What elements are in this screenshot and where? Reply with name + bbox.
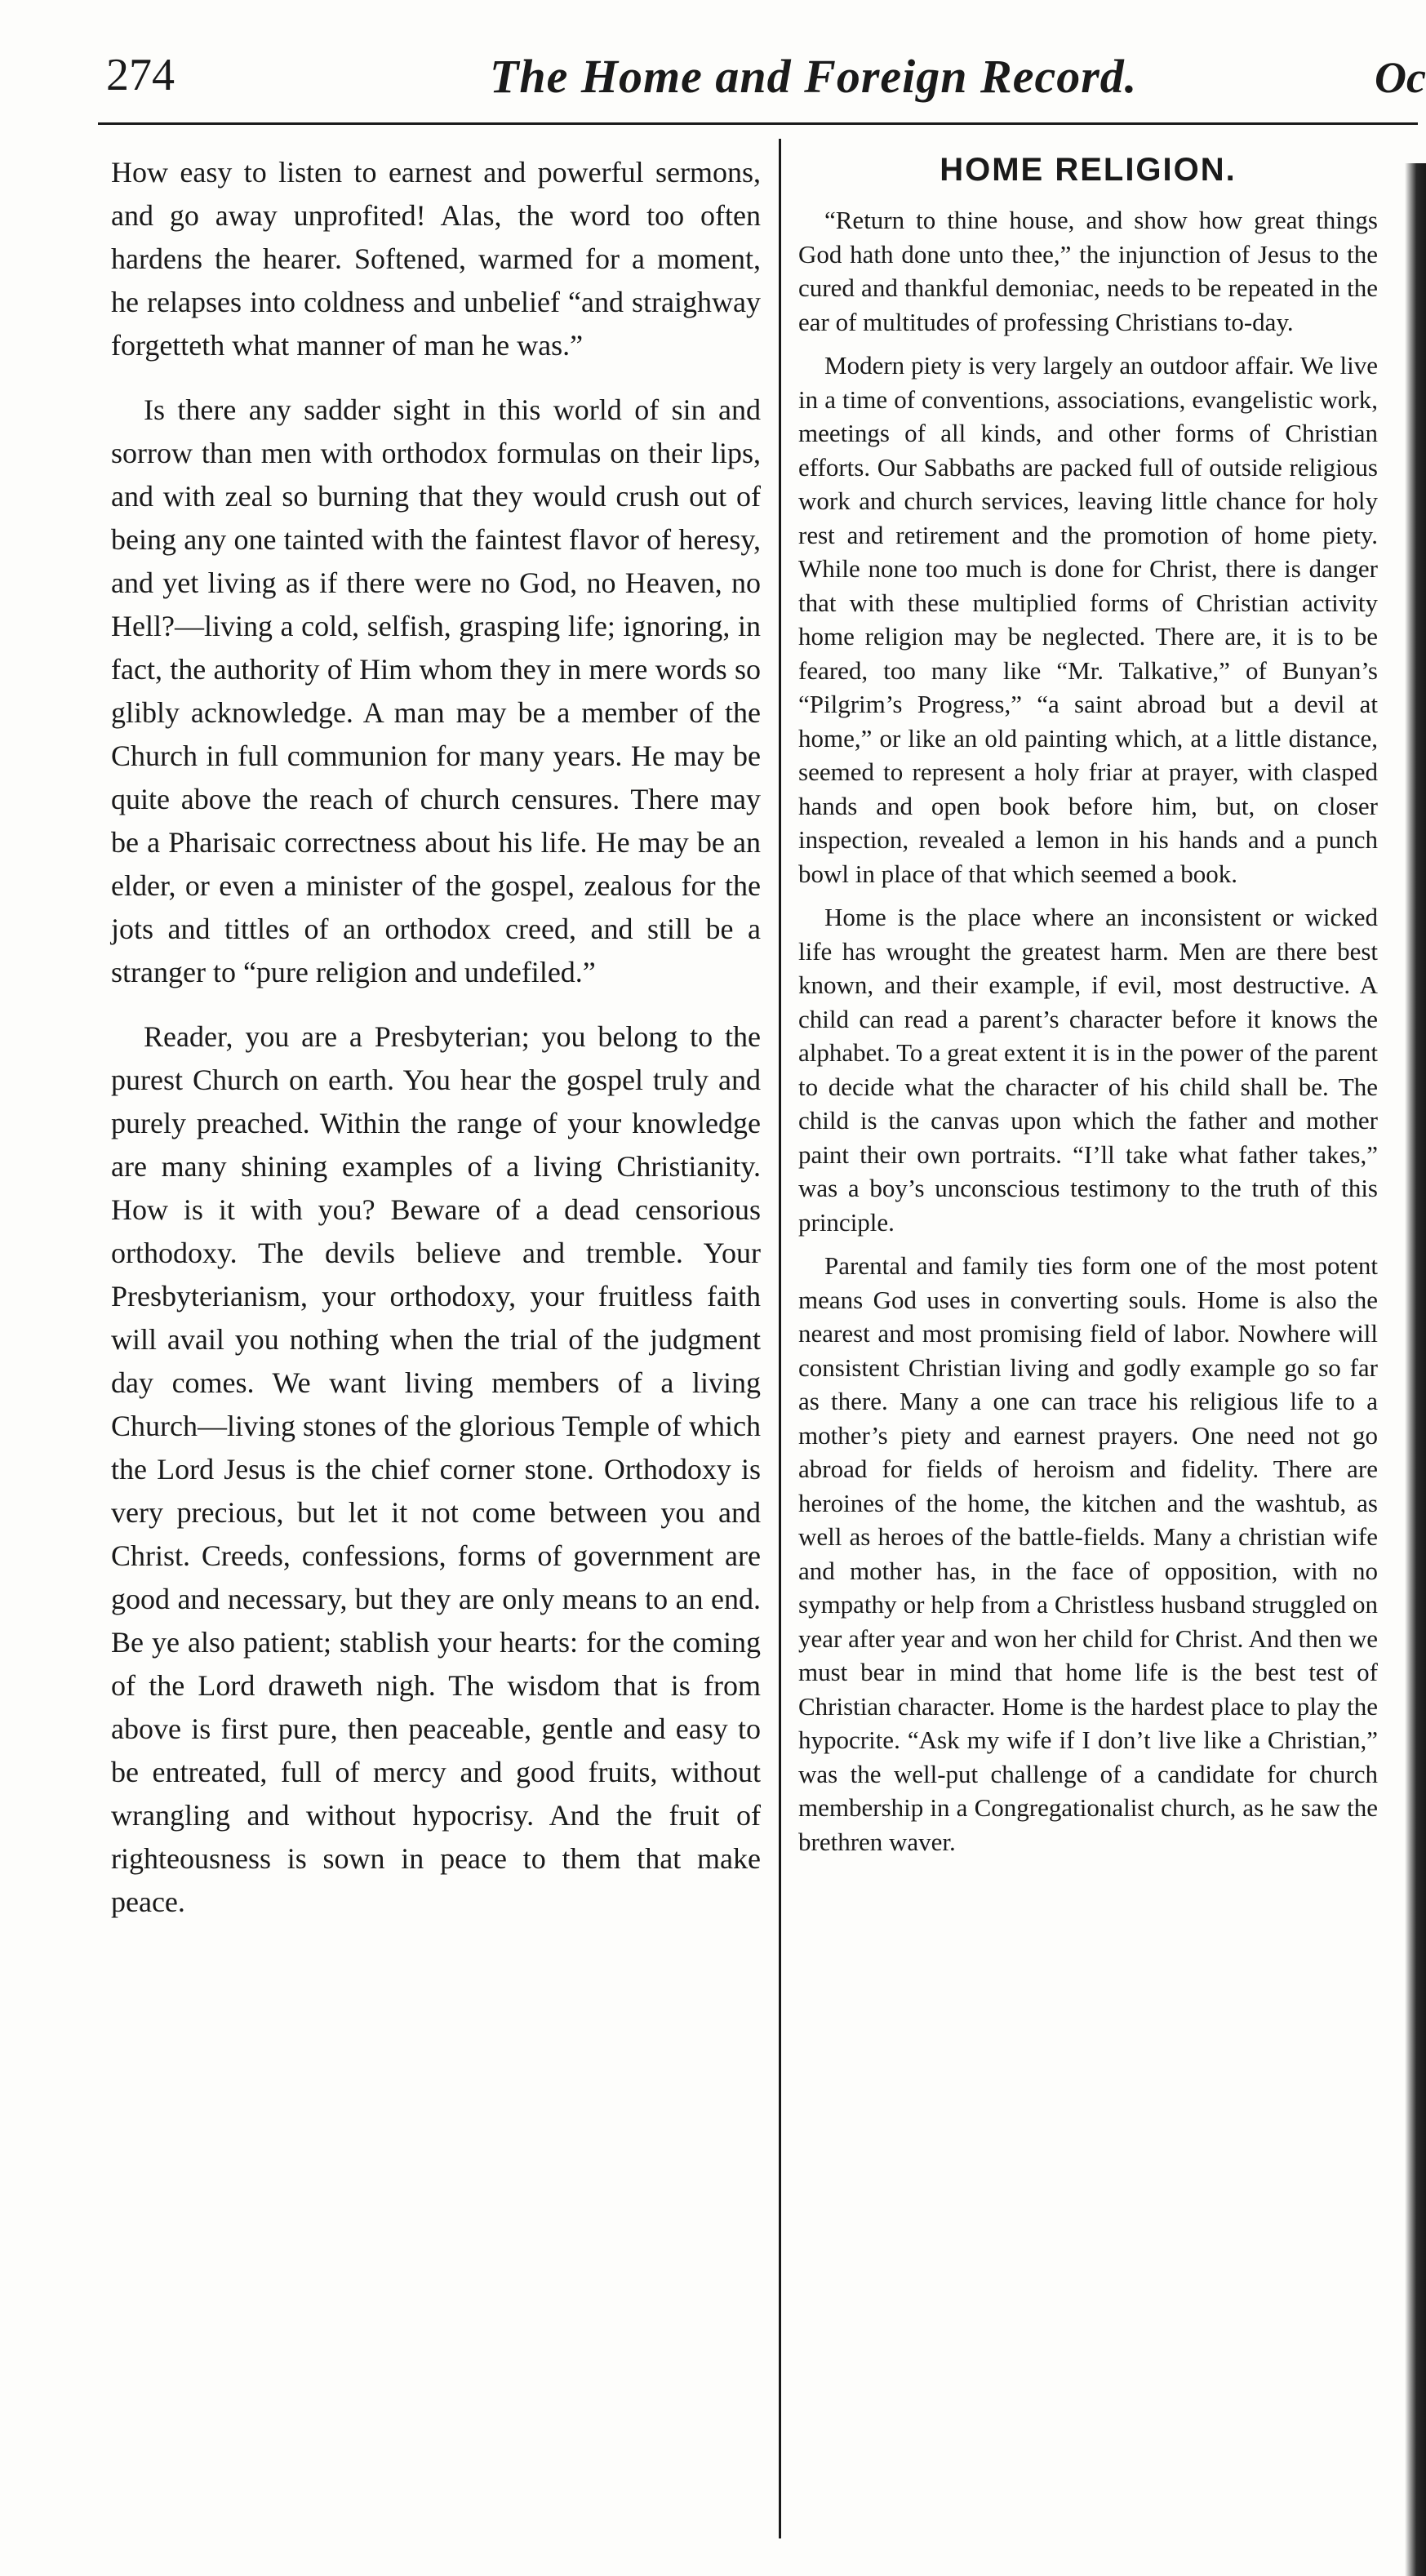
right-paragraph-2: Modern piety is very largely an outdoor affair. We live in a time of conventions, associations, evangelistic work, meetings of all kinds, and other forms of Christian efforts. Our Sabbaths are packed full of outside religious work and church services, leaving little chance for holy rest and retirement and the promotion of home piety. While none too much is done for Christ, there is danger that with these multiplied forms of Christian activity home religion may be neglected. There are, it is to be feared, too many like “Mr. Talkative,” of Bunyan’s “Pilgrim’s Progress,” “a saint abroad but a devil at home,” or like an old painting which, at a little distance, seemed to represent a holy friar at prayer, with clasped hands and open book before him, but, on closer inspection, revealed a lemon in his hands and a punch bowl in place of that which seemed a book. bbox=[798, 351, 1378, 888]
left-paragraph-1: How easy to listen to earnest and powerful sermons, and go away unprofited! Alas, the word too often hardens the hearer. Softened, warmed for a moment, he relapses into coldness and unbelief “and straighway forgetteth what manner of man he was.” bbox=[111, 156, 761, 362]
page-number: 274 bbox=[106, 50, 175, 100]
section-heading: HOME RELIGION. bbox=[940, 152, 1237, 188]
scan-edge-shadow bbox=[1405, 163, 1426, 2576]
header-rule bbox=[98, 122, 1418, 125]
right-paragraph-3: Home is the place where an inconsistent or wicked life has wrought the greatest harm. Men are there best known, and their example, if evil, most destructive. A child can read a parent’s character before it knows the alphabet. To a great extent it is in the power of the parent to decide what the character of his child shall be. The child is the canvas upon which the father and mother paint their own portraits. “I’ll take what father takes,” was a boy’s unconscious testimony to the truth of this principle. bbox=[798, 903, 1378, 1237]
right-paragraph-4: Parental and family ties form one of the most potent means God uses in converting souls. Home is also the nearest and most promising field of labor. Nowhere will consistent Christian living and godly example go so far as there. Many a one can trace his religious life to a mother’s piety and earnest prayers. One need not go abroad for fields of heroism and fidelity. There are heroines of the home, the kitchen and the washtub, as well as heroes of the battle-fields. Many a christian wife and mother has, in the face of opposition, with no sympathy or help from a Christless husband struggled on year after year and won her child for Christ. And then we must bear in mind that home life is the best test of Christian character. Home is the hardest place to play the hypocrite. “Ask my wife if I don’t live like a Christian,” was the well-put challenge of a candidate for church membership in a Congregationalist church, as he saw the brethren waver. bbox=[798, 1251, 1378, 1856]
right-column bbox=[798, 151, 1378, 1868]
left-paragraph-3: Reader, you are a Presbyterian; you belong to the purest Church on earth. You hear the gospel truly and purely preached. Within the range of your knowledge are many shining examples of a living Christianity. How is it with you? Beware of a dead censorious orthodoxy. The devils believe and tremble. Your Presbyterianism, your orthodoxy, your fruitless faith will avail you nothing when the trial of the judgment day comes. We want living members of a living Church—living stones of the glorious Temple of which the Lord Jesus is the chief corner stone. Orthodoxy is very precious, but let it not come between you and Christ. Creeds, confessions, forms of government are good and necessary, but they are only means to an end. Be ye also patient; stablish your hearts: for the coming of the Lord draweth nigh. The wisdom that is from above is first pure, then peaceable, gentle and easy to be entreated, full of mercy and good fruits, without wrangling and without hypocrisy. And the fruit of righteousness is sown in peace to them that make peace. bbox=[111, 1020, 761, 1918]
right-paragraph-1: “Return to thine house, and show how great things God hath done unto thee,” the injunction of Jesus to the cured and thankful demoniac, needs to be repeated in the ear of multitudes of professing Christians to-day. bbox=[798, 206, 1378, 336]
column-divider bbox=[779, 139, 781, 2538]
running-title: The Home and Foreign Record. bbox=[490, 50, 1138, 103]
header-fragment: Oc bbox=[1375, 53, 1426, 102]
left-column bbox=[111, 151, 761, 1945]
left-paragraph-2: Is there any sadder sight in this world of sin and sorrow than men with orthodox formulas on their lips, and with zeal so burning that they would crush out of being any one tainted with the faintest flavor of heresy, and yet living as if there were no God, no Heaven, no Hell?—living a cold, selfish, grasping life; ignoring, in fact, the authority of Him whom they in mere words so glibly acknowledge. A man may be a member of the Church in full communion for many years. He may be quite above the reach of church censures. There may be a Pharisaic correctness about his life. He may be an elder, or even a minister of the gospel, zealous for the jots and tittles of an orthodox creed, and still be a stranger to “pure religion and undefiled.” bbox=[111, 393, 761, 988]
page-header bbox=[106, 49, 1426, 122]
